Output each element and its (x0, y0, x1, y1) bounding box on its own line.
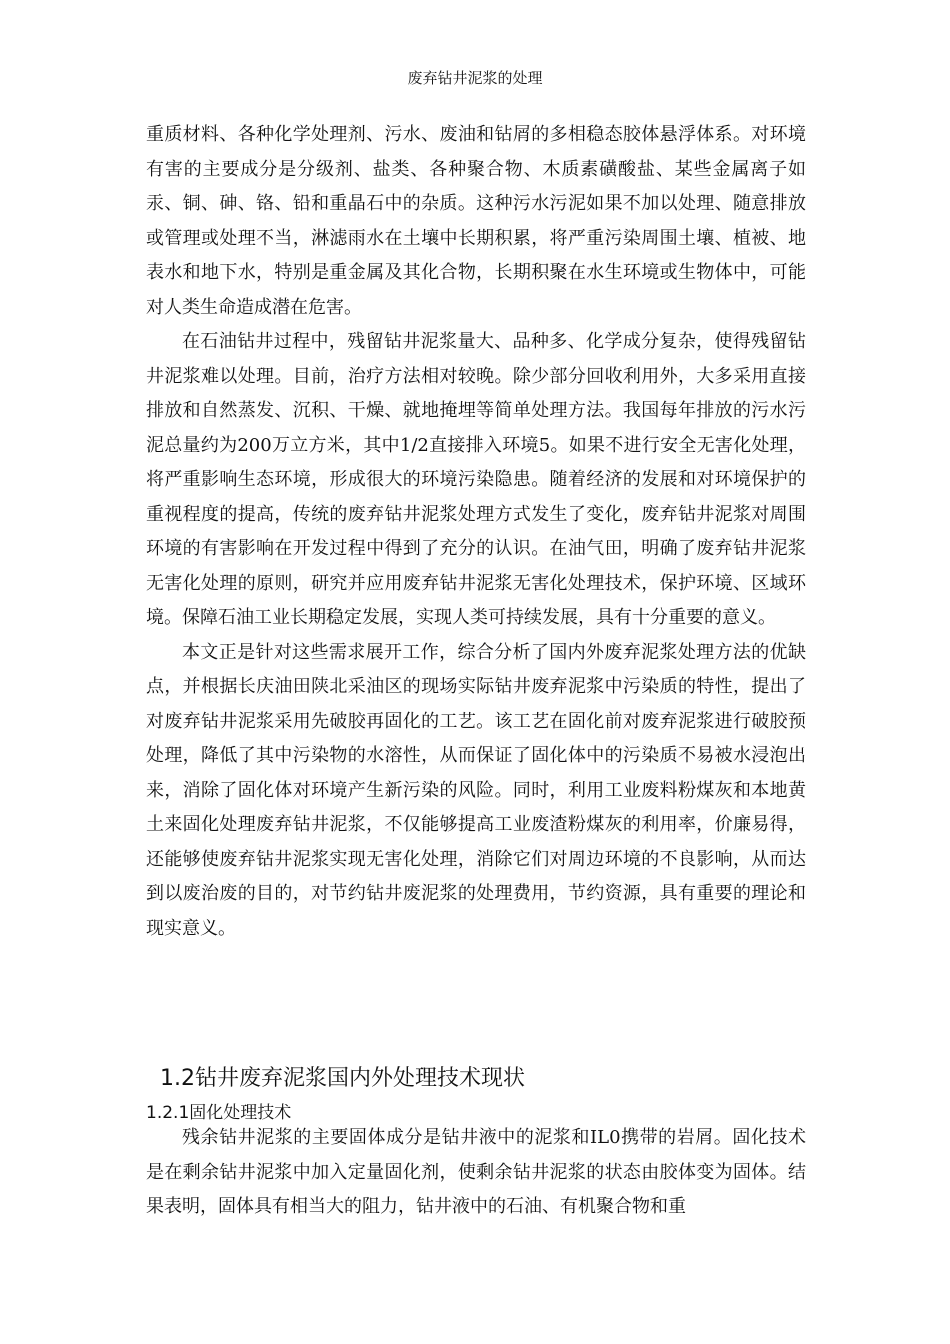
paragraph-4: 残余钻井泥浆的主要固体成分是钻井液中的泥浆和IL0携带的岩屑。固化技术是在剩余钻井泥浆中加入定量固化剂，使剩余钻井泥浆的状态由胶体变为固体。结果表明，固体具有相当大的阻力，钻井液中的石油、有机聚合物和重 (146, 1127, 806, 1217)
section-heading-1-2: 1.2钻井废弃泥浆国内外处理技术现状 (160, 1066, 525, 1091)
running-header: 废弃钻井泥浆的处理 (407, 69, 543, 87)
paragraph-2: 在石油钻井过程中，残留钻井泥浆量大、品种多、化学成分复杂，使得残留钻井泥浆难以处理。目前，治疗方法相对较晚。除少部分回收利用外，大多采用直接排放和自然蒸发、沉积、干燥、就地掩埋等简单处理方法。我国每年排放的污水污泥总量约为200万立方米，其中1/2直接排入环境5。如果不进行安全无害化处理，将严重影响生态环境，形成很大的环境污染隐患。随着经济的发展和对环境保护的重视程度的提高，传统的废弃钻井泥浆处理方式发生了变化，废弃钻井泥浆对周围环境的有害影响在开发过程中得到了充分的认识。在油气田，明确了废弃钻井泥浆无害化处理的原则，研究并应用废弃钻井泥浆无害化处理技术，保护环境、区域环境。保障石油工业长期稳定发展，实现人类可持续发展，具有十分重要的意义。 (146, 331, 806, 628)
paragraph-3: 本文正是针对这些需求展开工作，综合分析了国内外废弃泥浆处理方法的优缺点，并根据长庆油田陕北采油区的现场实际钻井废弃泥浆中污染质的特性，提出了对废弃钻井泥浆采用先破胶再固化的工艺。该工艺在固化前对废弃泥浆进行破胶预处理，降低了其中污染物的水溶性，从而保证了固化体中的污染质不易被水浸泡出来，消除了固化体对环境产生新污染的风险。同时，利用工业废料粉煤灰和本地黄土来固化处理废弃钻井泥浆，不仅能够提高工业废渣粉煤灰的利用率，价廉易得，还能够使废弃钻井泥浆实现无害化处理，消除它们对周边环境的不良影响，从而达到以废治废的目的，对节约钻井废泥浆的处理费用，节约资源，具有重要的理论和现实意义。 (146, 641, 806, 939)
body-text-block-1 (146, 118, 806, 946)
body-text-block-2 (146, 1121, 806, 1225)
paragraph-1: 重质材料、各种化学处理剂、污水、废油和钻屑的多相稳态胶体悬浮体系。对环境有害的主要成分是分级剂、盐类、各种聚合物、木质素磺酸盐、某些金属离子如汞、铜、砷、铬、铅和重晶石中的杂质。这种污水污泥如果不加以处理、随意排放或管理或处理不当，淋滤雨水在土壤中长期积累，将严重污染周围土壤、植被、地表水和地下水，特别是重金属及其化合物，长期积聚在水生环境或生物体中，可能对人类生命造成潜在危害。 (146, 124, 806, 318)
subsection-heading-1-2-1: 1.2.1固化处理技术 (146, 1103, 292, 1123)
